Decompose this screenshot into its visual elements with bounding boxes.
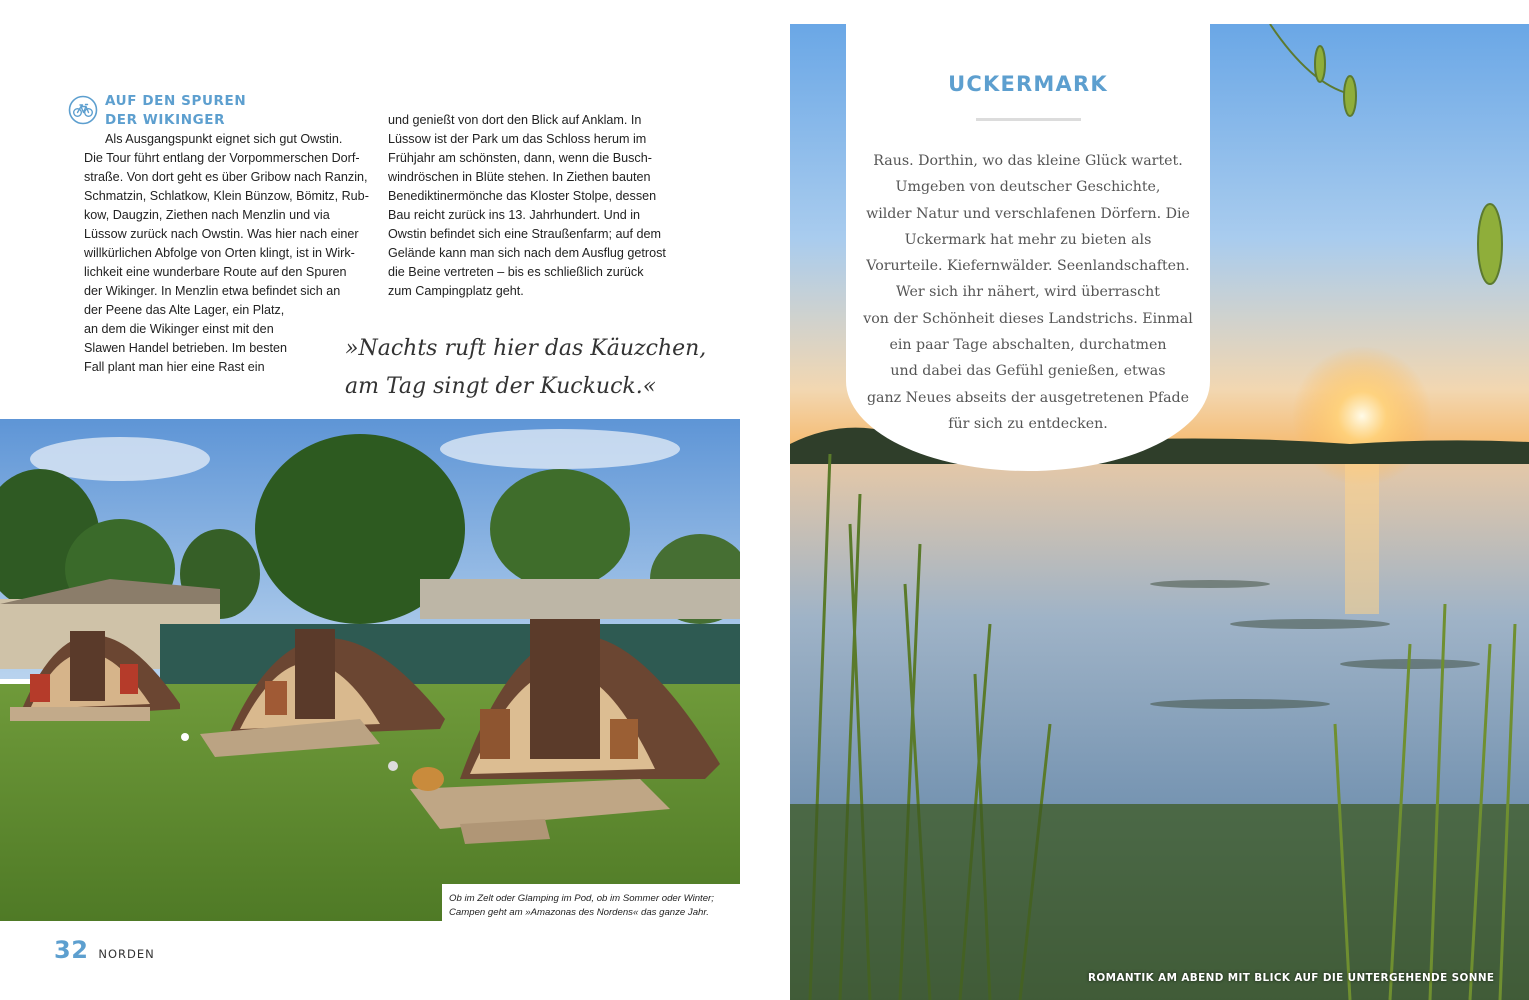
body-column-2 xyxy=(388,111,670,301)
text-line: willkürlichen Abfolge von Orten klingt, ist in Wirk- xyxy=(84,246,355,260)
pull-quote xyxy=(345,330,707,406)
text-line: Benediktinermönche das Kloster Stolpe, dessen xyxy=(388,189,657,203)
glamping-pods-photo xyxy=(0,419,740,921)
text-line: Lüssow zurück nach Owstin. Was hier nach einer xyxy=(84,227,359,241)
intro-line: Umgeben von deutscher Geschichte, xyxy=(895,179,1161,196)
intro-line: Wer sich ihr nähert, wird überrascht xyxy=(896,284,1160,301)
photo-caption xyxy=(442,884,740,921)
lake-sunset-photo xyxy=(790,24,1529,1000)
bicycle-icon xyxy=(68,95,98,125)
intro-line: Raus. Dorthin, wo das kleine Glück wartet. xyxy=(873,153,1183,169)
intro-line: wilder Natur und verschlafenen Dörfern. Die xyxy=(866,205,1190,222)
text-line: und genießt von dort den Blick auf Anklam. In xyxy=(388,113,642,127)
text-line: zum Campingplatz geht. xyxy=(388,284,524,298)
text-line: Frühjahr am schönsten, dann, wenn die Busch- xyxy=(388,151,652,165)
folio xyxy=(54,936,155,964)
text-line: Gelände kann man sich nach dem Ausflug getrost xyxy=(388,246,666,260)
right-page xyxy=(790,0,1529,1000)
text-line: die Beine vertreten – bis es schließlich zurück xyxy=(388,265,644,279)
intro-line: ganz Neues abseits der ausgetretenen Pfade xyxy=(866,389,1190,406)
text-line: der Peene das Alte Lager, ein Platz, xyxy=(84,303,285,317)
body-column-1 xyxy=(84,130,376,377)
page-number: 32 xyxy=(54,936,89,964)
intro-line: und dabei das Gefühl genießen, etwas xyxy=(890,363,1166,380)
quote-line: »Nachts ruft hier das Käuzchen, xyxy=(345,336,707,361)
title-divider xyxy=(976,118,1081,121)
text-line: Slawen Handel betrieben. Im besten xyxy=(84,341,288,355)
text-line: Bau reicht zurück ins 13. Jahrhundert. Und in xyxy=(388,208,641,222)
caption-line: Ob im Zelt oder Glamping im Pod, ob im Sommer oder Winter; xyxy=(449,893,714,904)
text-line: kow, Daugzin, Ziethen nach Menzlin und via xyxy=(84,208,330,222)
text-line: an dem die Wikinger einst mit den xyxy=(84,322,274,336)
caption-line: Campen geht am »Amazonas des Nordens« das ganze Jahr. xyxy=(449,907,709,918)
section-heading xyxy=(105,92,305,130)
text-line: lichkeit eine wunderbare Route auf den Spuren xyxy=(84,265,347,279)
text-line: straße. Von dort geht es über Gribow nach Ranzin, xyxy=(84,170,368,184)
region-title: UCKERMARK xyxy=(948,72,1108,96)
heading-line: DER WIKINGER xyxy=(105,112,226,128)
text-line: Als Ausgangspunkt eignet sich gut Owstin. xyxy=(105,132,343,146)
section-name: NORDEN xyxy=(98,947,155,961)
text-line: der Wikinger. In Menzlin etwa befindet sich an xyxy=(84,284,341,298)
intro-line: von der Schönheit dieses Landstrichs. Einmal xyxy=(863,310,1193,327)
text-line: windröschen in Blüte stehen. In Ziethen bauten xyxy=(388,170,651,184)
text-line: Schmatzin, Schlatkow, Klein Bünzow, Bömitz, Rub- xyxy=(84,189,369,203)
text-line: Fall plant man hier eine Rast ein xyxy=(84,360,265,374)
intro-line: Uckermark hat mehr zu bieten als xyxy=(904,231,1152,248)
heading-line: AUF DEN SPUREN xyxy=(105,93,247,109)
text-line: Die Tour führt entlang der Vorpommerschen Dorf- xyxy=(84,151,360,165)
intro-line: für sich zu entdecken. xyxy=(948,415,1108,432)
intro-text xyxy=(846,148,1210,437)
text-line: Owstin befindet sich eine Straußenfarm; auf dem xyxy=(388,227,661,241)
photo-caption-right: ROMANTIK AM ABEND MIT BLICK AUF DIE UNTERGEHENDE SONNE xyxy=(1088,972,1495,984)
intro-panel xyxy=(846,24,1210,471)
intro-line: ein paar Tage abschalten, durchatmen xyxy=(889,337,1167,354)
quote-line: am Tag singt der Kuckuck.« xyxy=(345,374,657,399)
intro-line: Vorurteile. Kiefernwälder. Seenlandschaften. xyxy=(866,258,1190,275)
text-line: Lüssow ist der Park um das Schloss herum im xyxy=(388,132,647,146)
